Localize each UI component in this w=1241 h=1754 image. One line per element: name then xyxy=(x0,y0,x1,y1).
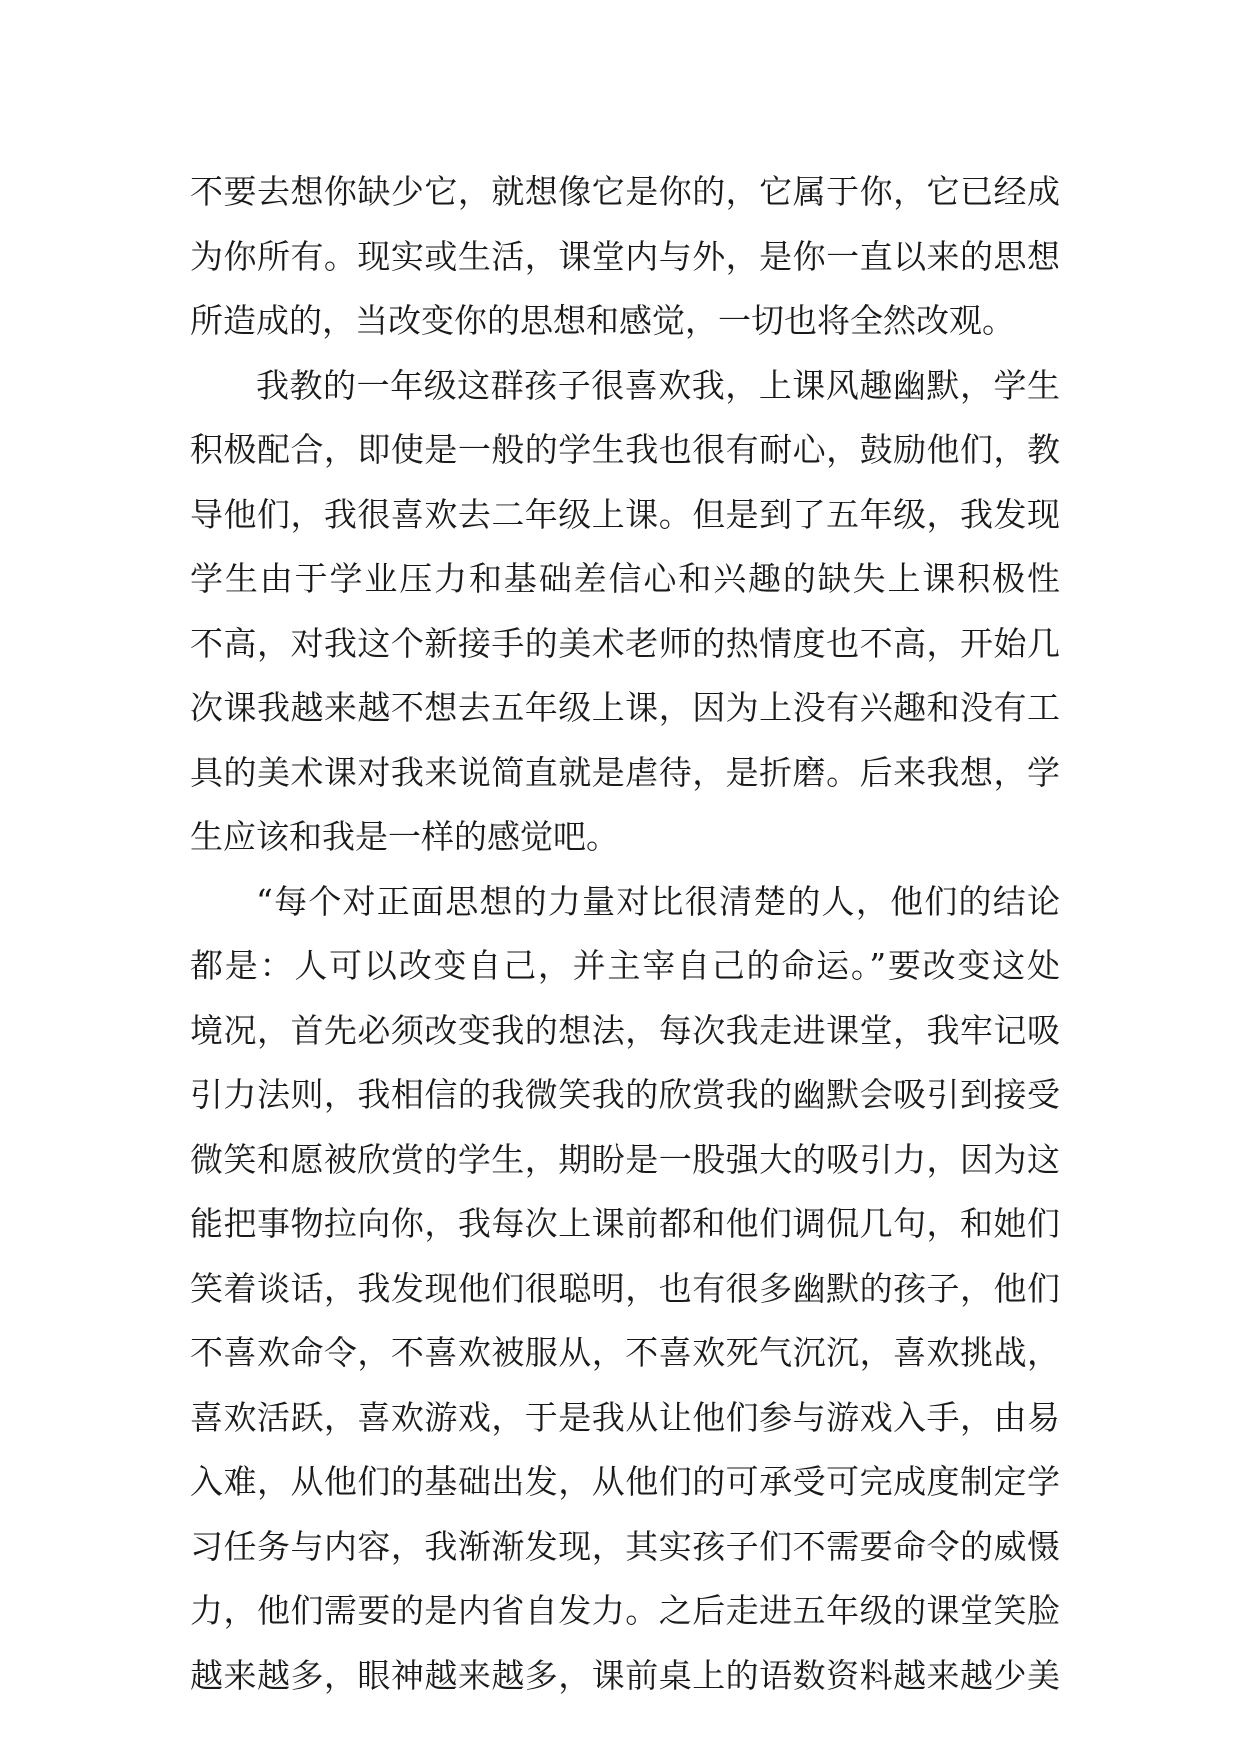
text-line: 力，他们需要的是内省自发力。之后走进五年级的课堂笑脸 xyxy=(190,1591,1060,1630)
text-line: 不高，对我这个新接手的美术老师的热情度也不高，开始几 xyxy=(190,623,1060,663)
text-line: 学生由于学业压力和基础差信心和兴趣的缺失上课积极性 xyxy=(190,559,1060,598)
text-line: 生应该和我是一样的感觉吧。 xyxy=(190,817,619,856)
text-line: 所造成的，当改变你的思想和感觉，一切也将全然改观。 xyxy=(190,301,1015,340)
text-line: 境况，首先必须改变我的想法，每次我走进课堂，我牢记吸 xyxy=(190,1010,1060,1050)
text-line: 引力法则，我相信的我微笑我的欣赏我的幽默会吸引到接受 xyxy=(190,1075,1060,1114)
body-text xyxy=(190,160,1060,1708)
text-line: 积极配合，即使是一般的学生我也很有耐心，鼓励他们，教 xyxy=(190,430,1060,469)
text-line: 都是：人可以改变自己，并主宰自己的命运。”要改变这处 xyxy=(190,946,1060,985)
text-line: 越来越多，眼神越来越多，课前桌上的语数资料越来越少美 xyxy=(190,1655,1060,1695)
text-line: 不要去想你缺少它，就想像它是你的，它属于你，它已经成 xyxy=(190,172,1060,211)
text-line: 次课我越来越不想去五年级上课，因为上没有兴趣和没有工 xyxy=(190,688,1060,727)
text-line: 微笑和愿被欣赏的学生，期盼是一股强大的吸引力，因为这 xyxy=(190,1139,1060,1179)
text-line: 我教的一年级这群孩子很喜欢我，上课风趣幽默，学生 xyxy=(256,365,1060,405)
text-line: “每个对正面思想的力量对比很清楚的人，他们的结论 xyxy=(256,881,1060,921)
text-line: 笑着谈话，我发现他们很聪明，也有很多幽默的孩子，他们 xyxy=(190,1268,1060,1308)
text-line: 入难，从他们的基础出发，从他们的可承受可完成度制定学 xyxy=(190,1462,1060,1501)
text-line: 为你所有。现实或生活，课堂内与外，是你一直以来的思想 xyxy=(190,236,1060,276)
text-line: 导他们，我很喜欢去二年级上课。但是到了五年级，我发现 xyxy=(190,494,1060,534)
text-line: 具的美术课对我来说简直就是虐待，是折磨。后来我想，学 xyxy=(190,752,1060,792)
text-line: 习任务与内容，我渐渐发现，其实孩子们不需要命令的威慑 xyxy=(190,1526,1060,1566)
text-line: 能把事物拉向你，我每次上课前都和他们调侃几句，和她们 xyxy=(190,1204,1060,1243)
text-line: 不喜欢命令，不喜欢被服从，不喜欢死气沉沉，喜欢挑战， xyxy=(190,1333,1060,1372)
text-line: 喜欢活跃，喜欢游戏，于是我从让他们参与游戏入手，由易 xyxy=(190,1397,1060,1437)
